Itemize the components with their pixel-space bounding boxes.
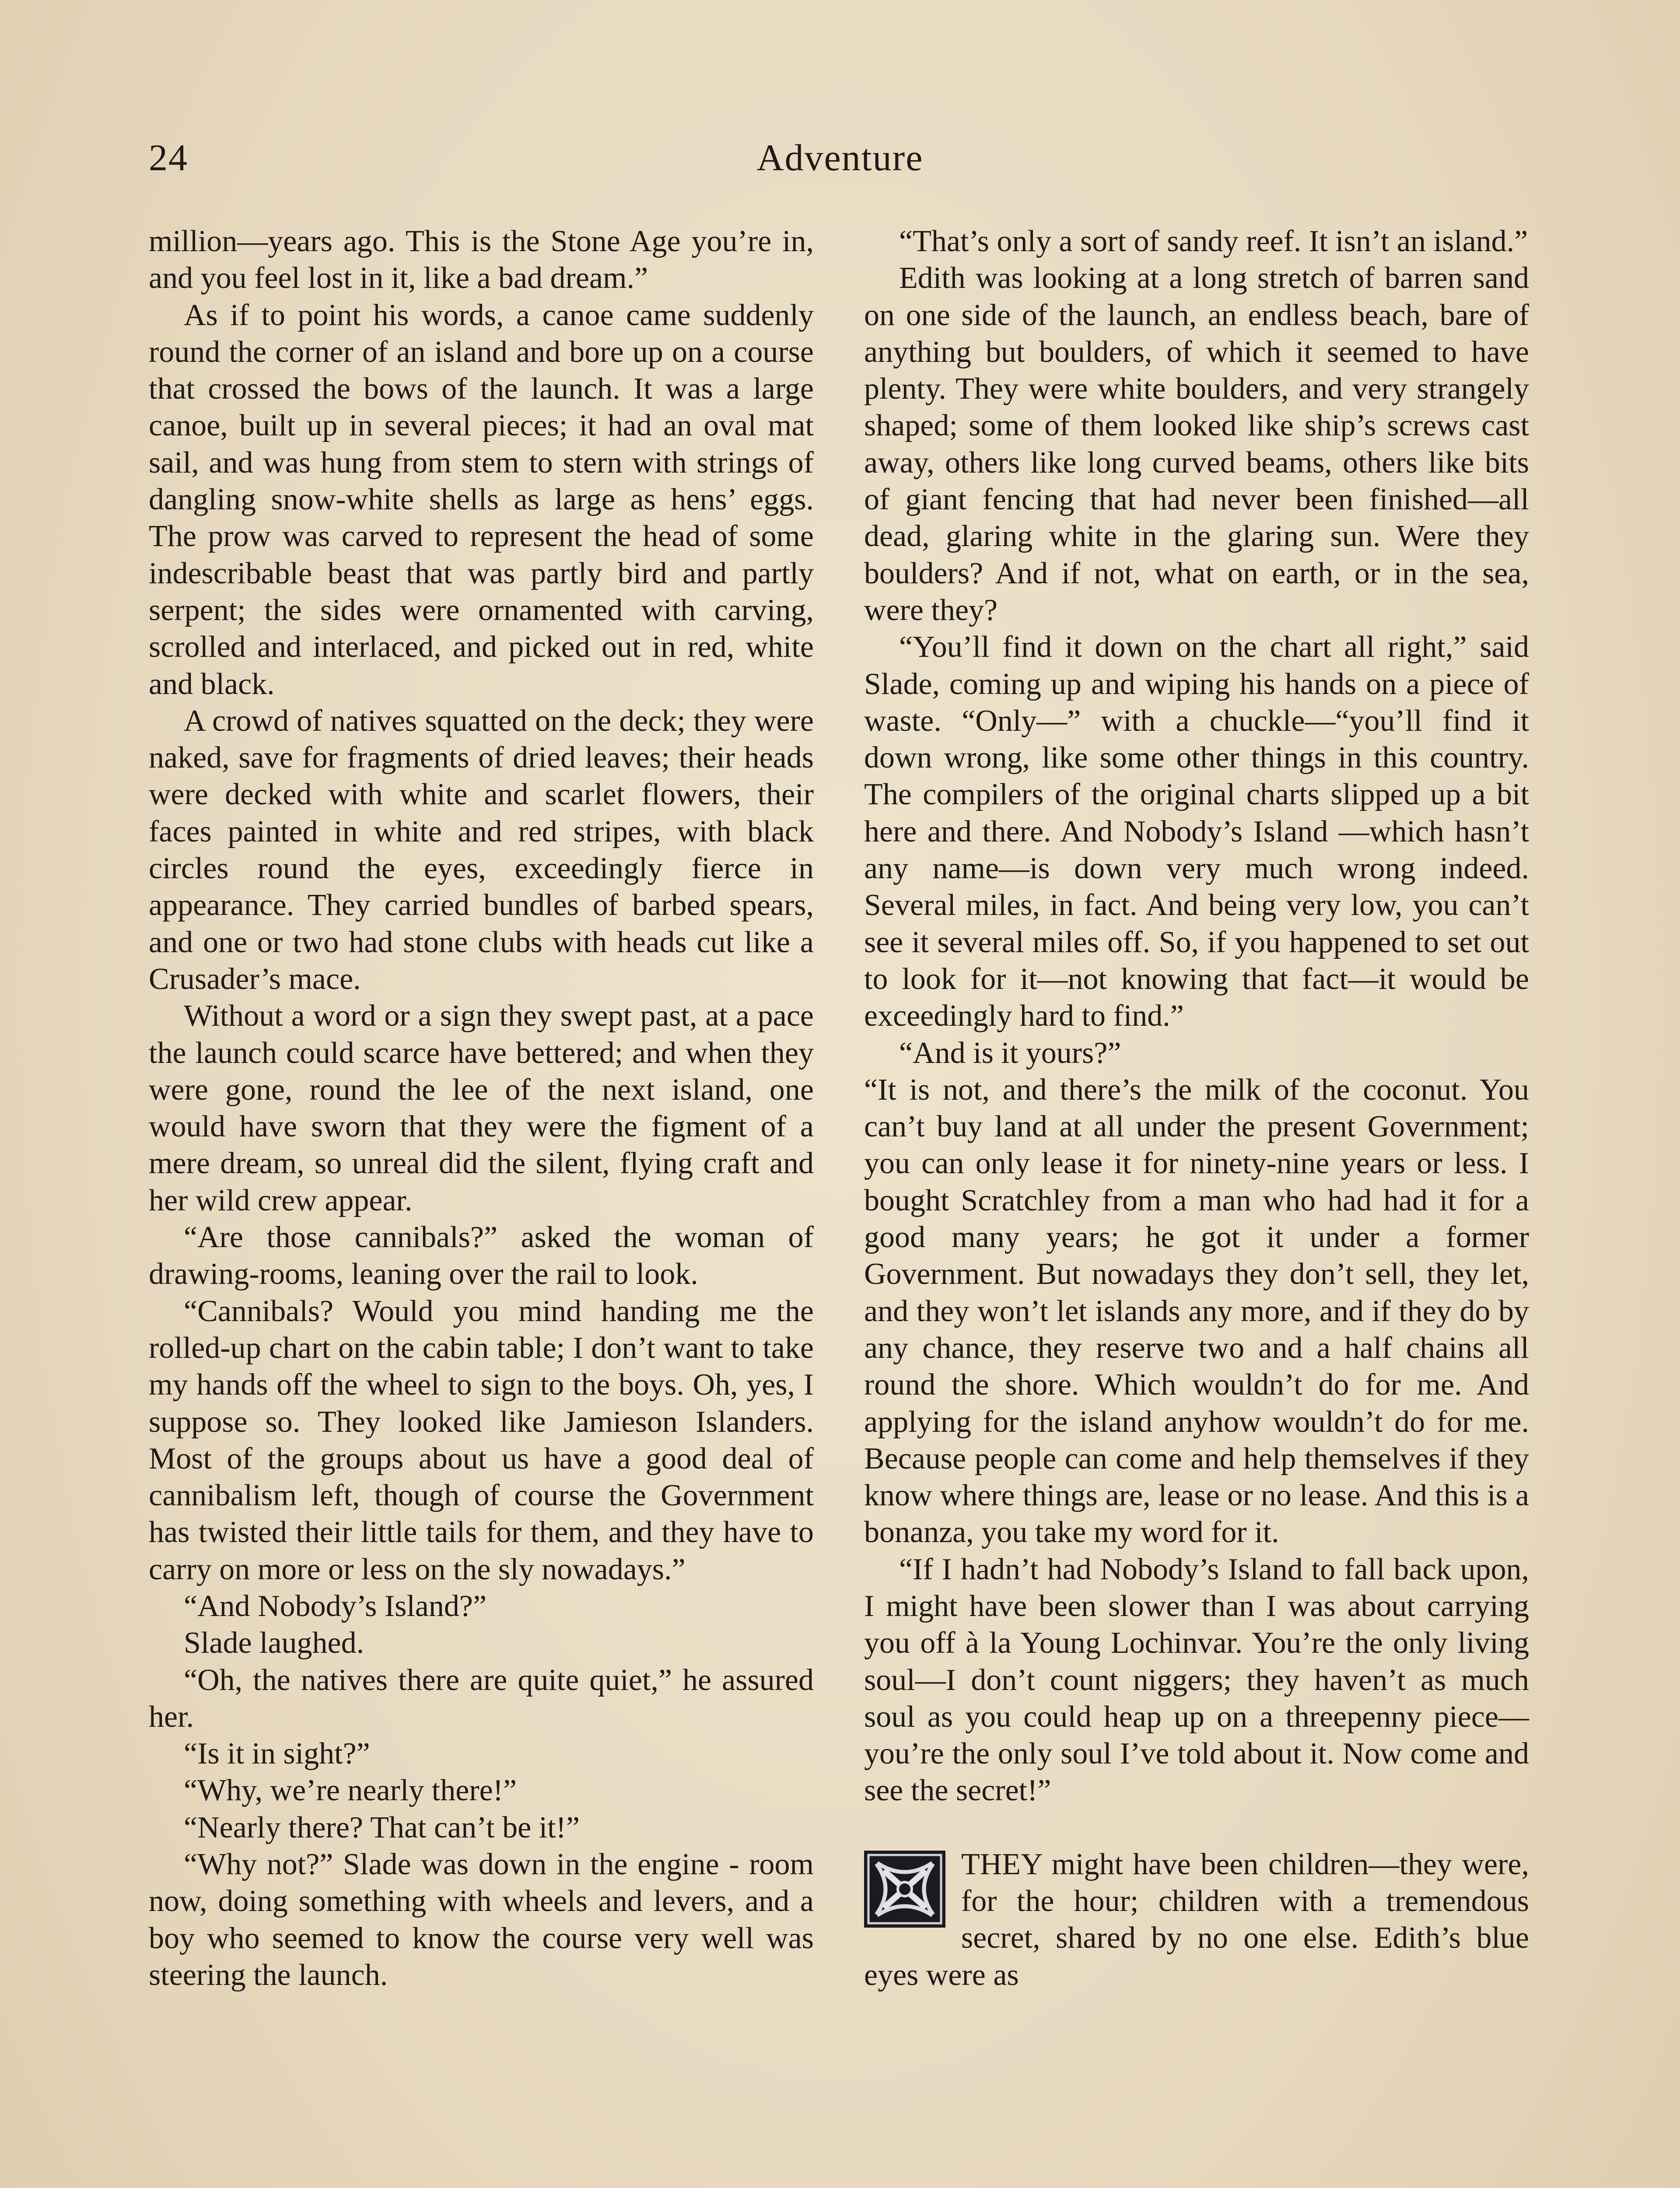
paragraph: Edith was looking at a long stretch of barren sand on one side of the launch, an endless beach, bare of anything but boulders, of which it seemed to have plenty. They were white boulders, and very strangely shaped; some of them looked like ship’s screws cast away, others like long curved beams, others like bits of giant fencing that had never been finished—all dead, glaring white in the glaring sun. Were they boulders? And if not, what on earth, or in the sea, were they? [864, 261, 1529, 627]
right-column [864, 223, 1529, 1994]
paragraph: “You’ll find it down on the chart all right,” said Slade, coming up and wiping his hands on a piece of waste. “Only—” with a chuckle—“you’ll find it down wrong, like some other things in this country. The compilers of the original charts slipped up a bit here and there. And Nobody’s Island —which hasn’t any name—is down very much wrong indeed. Several miles, in fact. And being very low, you can’t see it several miles off. So, if you happened to set out to look for it—not knowing that fact—it would be exceedingly hard to find.” [864, 630, 1529, 1033]
paragraph: Without a word or a sign they swept past, at a pace the launch could scarce have bettered; and when they were gone, round the lee of the next island, one would have sworn that they were the figment of a mere dream, so unreal did the silent, flying craft and her wild crew appear. [149, 999, 814, 1217]
left-column [149, 223, 814, 1994]
paragraph: “Nearly there? That can’t be it!” [184, 1810, 580, 1844]
paragraph: “And Nobody’s Island?” [184, 1589, 487, 1623]
page-header [149, 131, 1531, 184]
paragraph: “Oh, the natives there are quite quiet,” he assured her. [149, 1663, 814, 1734]
paragraph: Slade laughed. [184, 1626, 364, 1660]
paragraph: “Cannibals? Would you mind handing me the rolled-up chart on the cabin table; I don’t want to take my hands off the wheel to sign to the boys. Oh, yes, I suppose so. They looked like Jamieson Islanders. Most of the groups about us have a good deal of cannibalism left, though of course the Government has twisted their little tails for them, and they have to carry on more or less on the sly nowadays.” [149, 1294, 814, 1586]
paragraph: “Are those cannibals?” asked the woman of drawing-rooms, leaning over the rail to look. [149, 1220, 814, 1291]
paragraph: “That’s only a sort of sandy reef. It isn’t an island.” [899, 224, 1528, 258]
paragraph: A crowd of natives squatted on the deck; they were naked, save for fragments of dried leaves; their heads were decked with white and scarlet flowers, their faces painted in white and red stripes, with black circles round the eyes, exceedingly fierce in appearance. They carried bundles of barbed spears, and one or two had stone clubs with heads cut like a Crusader’s mace. [149, 704, 814, 996]
paragraph: “Why not?” Slade was down in the engine - room now, doing something with wheels and levers, and a boy who seemed to know the course very well was steering the launch. [149, 1848, 814, 1992]
page-number: 24 [149, 137, 188, 179]
section-break [864, 1809, 1529, 1846]
paragraph: “If I hadn’t had Nobody’s Island to fall back upon, I might have been slower than I was about carrying you off à la Young Lochinvar. You’re the only living soul—I don’t count niggers; they haven’t as much soul as you could heap up on a threepenny piece—you’re the only soul I’ve told about it. Now come and see the secret!” [864, 1552, 1529, 1808]
paragraph: “It is not, and there’s the milk of the coconut. You can’t buy land at all under the present Government; you can only lease it for ninety-nine years or less. I bought Scratchley from a man who had had it for a good many years; he got it under a former Government. But nowadays they don’t sell, they let, and they won’t let islands any more, and if they do by any chance, they reserve two and a half chains all round the shore. Which wouldn’t do for me. And applying for the island anyhow wouldn’t do for me. Because people can come and help themselves if they know where things are, lease or no lease. And this is a bonanza, you take my word for it. [864, 1073, 1529, 1550]
paragraph: “Is it in sight?” [184, 1737, 370, 1771]
ornamental-drop-cap-icon [864, 1851, 945, 1928]
paragraph: As if to point his words, a canoe came suddenly round the corner of an island and bore up on a course that crossed the bows of the launch. It was a large canoe, built up in several pieces; it had an oval mat sail, and was hung from stem to stern with strings of dangling snow-white shells as large as hens’ eggs. The prow was carved to represent the head of some indescribable beast that was partly bird and partly serpent; the sides were ornamented with carving, scrolled and interlaced, and picked out in red, white and black. [149, 298, 814, 701]
running-title: Adventure [756, 137, 924, 179]
paragraph: “Why, we’re nearly there!” [184, 1774, 517, 1808]
paragraph: “And is it yours?” [899, 1036, 1121, 1070]
section-lead-paragraph: THEY might have been children—they were, for the hour; children with a tremendous secret, shared by no one else. Edith’s blue eyes were as [864, 1847, 1529, 1992]
right-column-paragraphs [864, 223, 1529, 1809]
section-opening [864, 1846, 1529, 1994]
paragraph: million—years ago. This is the Stone Age you’re in, and you feel lost in it, like a bad dream.” [149, 224, 814, 295]
